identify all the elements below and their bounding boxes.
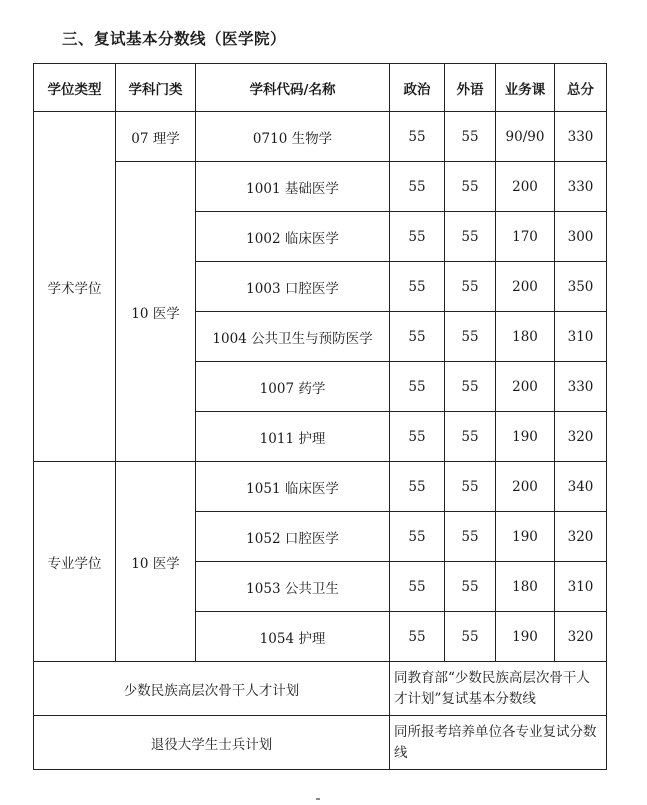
major-cell: 190 (496, 412, 555, 462)
politics-cell: 55 (390, 162, 445, 212)
category-cell: 10 医学 (116, 462, 196, 662)
code-cell: 1001 基础医学 (196, 162, 390, 212)
politics-cell: 55 (390, 312, 445, 362)
major-cell: 180 (496, 562, 555, 612)
code-cell: 1051 临床医学 (196, 462, 390, 512)
total-cell: 330 (555, 362, 607, 412)
total-cell: 330 (555, 112, 607, 162)
special-plan-note: 同教育部“少数民族高层次骨干人才计划”复试基本分数线 (390, 662, 607, 716)
politics-cell: 55 (390, 512, 445, 562)
total-cell: 310 (555, 562, 607, 612)
code-cell: 1052 口腔医学 (196, 512, 390, 562)
table-header-row (34, 64, 607, 112)
language-cell: 55 (445, 262, 496, 312)
special-plan-name: 少数民族高层次骨干人才计划 (34, 662, 390, 716)
code-cell: 1007 药学 (196, 362, 390, 412)
major-cell: 200 (496, 362, 555, 412)
code-cell: 1011 护理 (196, 412, 390, 462)
score-table (33, 63, 607, 770)
politics-cell: 55 (390, 262, 445, 312)
major-cell: 170 (496, 212, 555, 262)
politics-cell: 55 (390, 362, 445, 412)
politics-cell: 55 (390, 612, 445, 662)
politics-cell: 55 (390, 462, 445, 512)
degree-type-cell: 学术学位 (34, 112, 116, 462)
language-cell: 55 (445, 562, 496, 612)
politics-cell: 55 (390, 112, 445, 162)
code-cell: 1004 公共卫生与预防医学 (196, 312, 390, 362)
header-total: 总分 (555, 64, 607, 112)
code-cell: 1054 护理 (196, 612, 390, 662)
politics-cell: 55 (390, 412, 445, 462)
major-cell: 200 (496, 262, 555, 312)
special-plan-note: 同所报考培养单位各专业复试分数线 (390, 716, 607, 770)
code-cell: 1053 公共卫生 (196, 562, 390, 612)
language-cell: 55 (445, 112, 496, 162)
major-cell: 200 (496, 462, 555, 512)
header-language: 外语 (445, 64, 496, 112)
table-row (34, 162, 607, 212)
code-cell: 0710 生物学 (196, 112, 390, 162)
language-cell: 55 (445, 362, 496, 412)
table-row (34, 462, 607, 512)
language-cell: 55 (445, 512, 496, 562)
total-cell: 320 (555, 512, 607, 562)
category-cell: 07 理学 (116, 112, 196, 162)
total-cell: 350 (555, 262, 607, 312)
language-cell: 55 (445, 412, 496, 462)
language-cell: 55 (445, 462, 496, 512)
major-cell: 190 (496, 612, 555, 662)
total-cell: 310 (555, 312, 607, 362)
page-title: 三、复试基本分数线（医学院） (62, 30, 287, 48)
header-major: 业务课 (496, 64, 555, 112)
page-mark (316, 798, 320, 800)
language-cell: 55 (445, 212, 496, 262)
major-cell: 90/90 (496, 112, 555, 162)
category-cell: 10 医学 (116, 162, 196, 462)
code-cell: 1003 口腔医学 (196, 262, 390, 312)
language-cell: 55 (445, 312, 496, 362)
politics-cell: 55 (390, 212, 445, 262)
header-degree-type: 学位类型 (34, 64, 116, 112)
major-cell: 200 (496, 162, 555, 212)
table-row (34, 112, 607, 162)
total-cell: 320 (555, 612, 607, 662)
language-cell: 55 (445, 612, 496, 662)
total-cell: 340 (555, 462, 607, 512)
special-plan-name: 退役大学生士兵计划 (34, 716, 390, 770)
degree-type-cell: 专业学位 (34, 462, 116, 662)
politics-cell: 55 (390, 562, 445, 612)
total-cell: 320 (555, 412, 607, 462)
total-cell: 300 (555, 212, 607, 262)
header-politics: 政治 (390, 64, 445, 112)
code-cell: 1002 临床医学 (196, 212, 390, 262)
header-code-name: 学科代码/名称 (196, 64, 390, 112)
major-cell: 180 (496, 312, 555, 362)
special-plan-row (34, 716, 607, 770)
header-category: 学科门类 (116, 64, 196, 112)
major-cell: 190 (496, 512, 555, 562)
total-cell: 330 (555, 162, 607, 212)
language-cell: 55 (445, 162, 496, 212)
special-plan-row (34, 662, 607, 716)
